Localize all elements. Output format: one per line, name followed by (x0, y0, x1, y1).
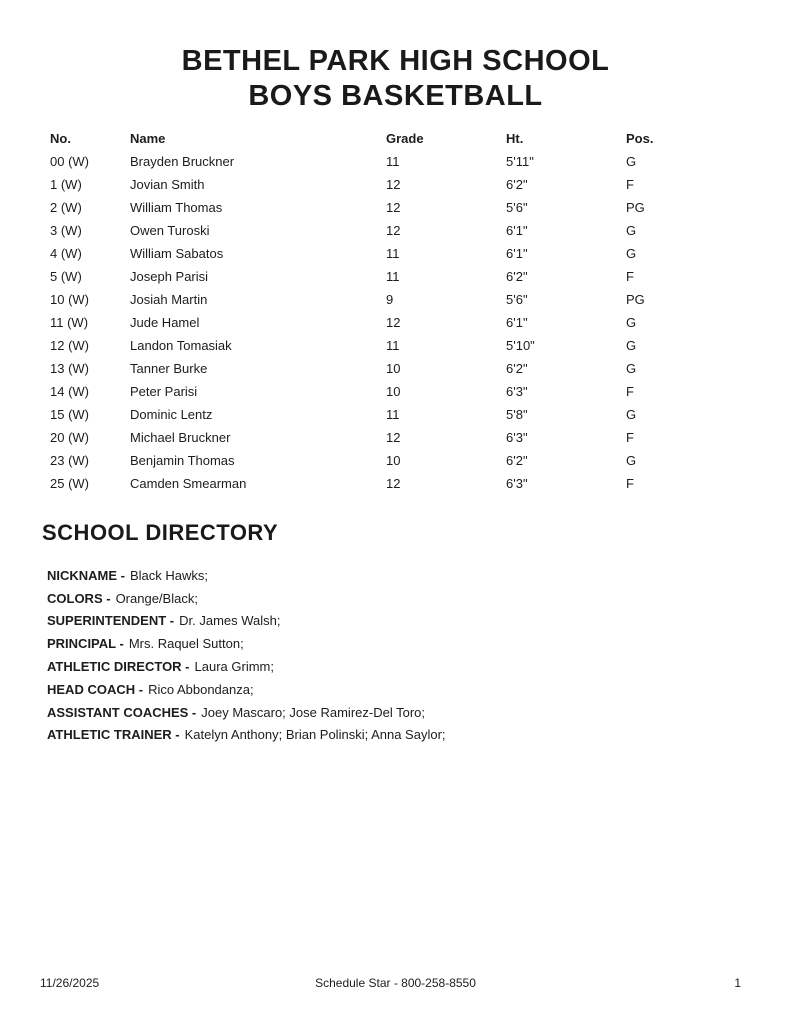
cell-no: 23 (W) (50, 453, 89, 468)
cell-name: Peter Parisi (130, 384, 198, 399)
table-row (50, 449, 751, 472)
cell-name: Josiah Martin (130, 292, 208, 307)
table-row (50, 242, 751, 265)
cell-no: 1 (W) (50, 177, 82, 192)
cell-no: 3 (W) (50, 223, 82, 238)
directory-entry-value: Katelyn Anthony; Brian Polinski; Anna Saylor; (184, 727, 446, 743)
cell-pos: F (626, 476, 634, 491)
directory-entry (47, 678, 751, 701)
cell-ht: 5'8" (506, 407, 528, 422)
page-title (0, 44, 791, 114)
cell-no: 14 (W) (50, 384, 89, 399)
cell-no: 12 (W) (50, 338, 89, 353)
directory-entry-value: Laura Grimm; (194, 659, 274, 675)
column-header-no: No. (50, 131, 71, 146)
cell-no: 10 (W) (50, 292, 89, 307)
table-row (50, 311, 751, 334)
cell-ht: 6'3" (506, 430, 528, 445)
directory-entry-value: Rico Abbondanza; (148, 681, 254, 697)
cell-ht: 6'1" (506, 223, 528, 238)
cell-name: William Thomas (130, 200, 223, 215)
cell-ht: 5'11" (506, 154, 534, 169)
cell-pos: F (626, 430, 634, 445)
cell-no: 11 (W) (50, 315, 89, 330)
directory-entry (47, 701, 751, 724)
footer-center-text: Schedule Star - 800-258-8550 (315, 976, 476, 990)
cell-grade: 12 (386, 200, 401, 215)
cell-name: Owen Turoski (130, 223, 210, 238)
footer-date: 11/26/2025 (40, 976, 100, 990)
cell-grade: 10 (386, 361, 401, 376)
directory-entry-label: ATHLETIC TRAINER - (47, 727, 180, 743)
page-title-line2: BOYS BASKETBALL (248, 80, 543, 112)
directory-entry-value: Joey Mascaro; Jose Ramirez-Del Toro; (201, 704, 425, 720)
cell-no: 4 (W) (50, 246, 82, 261)
cell-pos: G (626, 338, 637, 353)
cell-ht: 6'2" (506, 453, 528, 468)
cell-ht: 5'10" (506, 338, 535, 353)
table-row (50, 219, 751, 242)
directory-entry-label: COLORS - (47, 590, 111, 606)
cell-ht: 6'3" (506, 384, 528, 399)
cell-pos: F (626, 384, 634, 399)
directory-entry-label: NICKNAME - (47, 567, 125, 583)
directory-entry-label: ATHLETIC DIRECTOR - (47, 659, 190, 675)
cell-pos: G (626, 407, 637, 422)
directory-entry-value: Mrs. Raquel Sutton; (128, 636, 244, 652)
cell-pos: G (626, 361, 637, 376)
cell-name: Dominic Lentz (130, 407, 213, 422)
cell-ht: 6'3" (506, 476, 528, 491)
directory-entry-label: ASSISTANT COACHES - (47, 704, 197, 720)
directory-entry-label: PRINCIPAL - (47, 636, 124, 652)
cell-pos: F (626, 177, 634, 192)
cell-pos: G (626, 223, 637, 238)
table-row (50, 196, 751, 219)
cell-pos: PG (626, 200, 645, 215)
cell-name: Joseph Parisi (130, 269, 209, 284)
table-row (50, 334, 751, 357)
cell-ht: 6'2" (506, 361, 528, 376)
column-header-ht: Ht. (506, 131, 524, 146)
cell-name: Jude Hamel (130, 315, 200, 330)
cell-grade: 11 (386, 246, 400, 261)
cell-grade: 11 (386, 269, 400, 284)
cell-grade: 11 (386, 154, 400, 169)
directory-entry (47, 610, 751, 633)
cell-name: Brayden Bruckner (130, 154, 235, 169)
directory-heading: SCHOOL DIRECTORY (42, 520, 279, 545)
cell-no: 5 (W) (50, 269, 82, 284)
cell-ht: 6'2" (506, 269, 528, 284)
cell-name: Jovian Smith (130, 177, 205, 192)
cell-name: Benjamin Thomas (130, 453, 235, 468)
cell-name: Tanner Burke (130, 361, 208, 376)
cell-grade: 12 (386, 476, 401, 491)
directory-entry (47, 587, 751, 610)
cell-grade: 12 (386, 223, 401, 238)
cell-no: 25 (W) (50, 476, 89, 491)
cell-grade: 12 (386, 430, 401, 445)
cell-grade: 11 (386, 338, 400, 353)
roster-table (50, 127, 751, 495)
table-row (50, 380, 751, 403)
cell-grade: 12 (386, 177, 401, 192)
cell-ht: 6'1" (506, 246, 528, 261)
cell-name: Landon Tomasiak (130, 338, 232, 353)
table-row (50, 403, 751, 426)
table-row (50, 173, 751, 196)
cell-ht: 5'6" (506, 200, 528, 215)
cell-grade: 10 (386, 453, 401, 468)
cell-grade: 9 (386, 292, 394, 307)
cell-name: William Sabatos (130, 246, 224, 261)
table-row (50, 357, 751, 380)
directory-list (47, 564, 751, 746)
directory-entry-label: HEAD COACH - (47, 681, 144, 697)
column-header-name: Name (130, 131, 166, 146)
cell-grade: 11 (386, 407, 400, 422)
cell-ht: 6'1" (506, 315, 528, 330)
cell-no: 00 (W) (50, 154, 89, 169)
page-title-line1: BETHEL PARK HIGH SCHOOL (181, 45, 610, 77)
table-row (50, 150, 751, 173)
directory-entry (47, 564, 751, 587)
directory-entry-value: Orange/Black; (115, 590, 198, 606)
column-header-pos: Pos. (626, 131, 654, 146)
table-row (50, 426, 751, 449)
directory-entry (47, 724, 751, 747)
cell-pos: G (626, 315, 637, 330)
roster-rows (50, 150, 751, 495)
directory-entry (47, 655, 751, 678)
directory-entry-label: SUPERINTENDENT - (47, 613, 175, 629)
footer-page-number: 1 (734, 976, 741, 990)
cell-ht: 6'2" (506, 177, 528, 192)
cell-pos: PG (626, 292, 645, 307)
cell-no: 2 (W) (50, 200, 82, 215)
cell-pos: G (626, 246, 637, 261)
cell-grade: 10 (386, 384, 401, 399)
cell-name: Michael Bruckner (130, 430, 231, 445)
column-header-grade: Grade (386, 131, 424, 146)
page-footer (0, 976, 791, 992)
directory-entry (47, 632, 751, 655)
cell-ht: 5'6" (506, 292, 528, 307)
cell-name: Camden Smearman (130, 476, 247, 491)
cell-no: 13 (W) (50, 361, 89, 376)
cell-pos: F (626, 269, 634, 284)
cell-no: 15 (W) (50, 407, 89, 422)
cell-pos: G (626, 453, 637, 468)
directory-entry-value: Dr. James Walsh; (179, 613, 281, 629)
table-row (50, 288, 751, 311)
table-row (50, 265, 751, 288)
cell-grade: 12 (386, 315, 401, 330)
cell-pos: G (626, 154, 637, 169)
table-row (50, 472, 751, 495)
directory-entry-value: Black Hawks; (130, 567, 209, 583)
roster-header-row (50, 127, 751, 150)
cell-no: 20 (W) (50, 430, 89, 445)
